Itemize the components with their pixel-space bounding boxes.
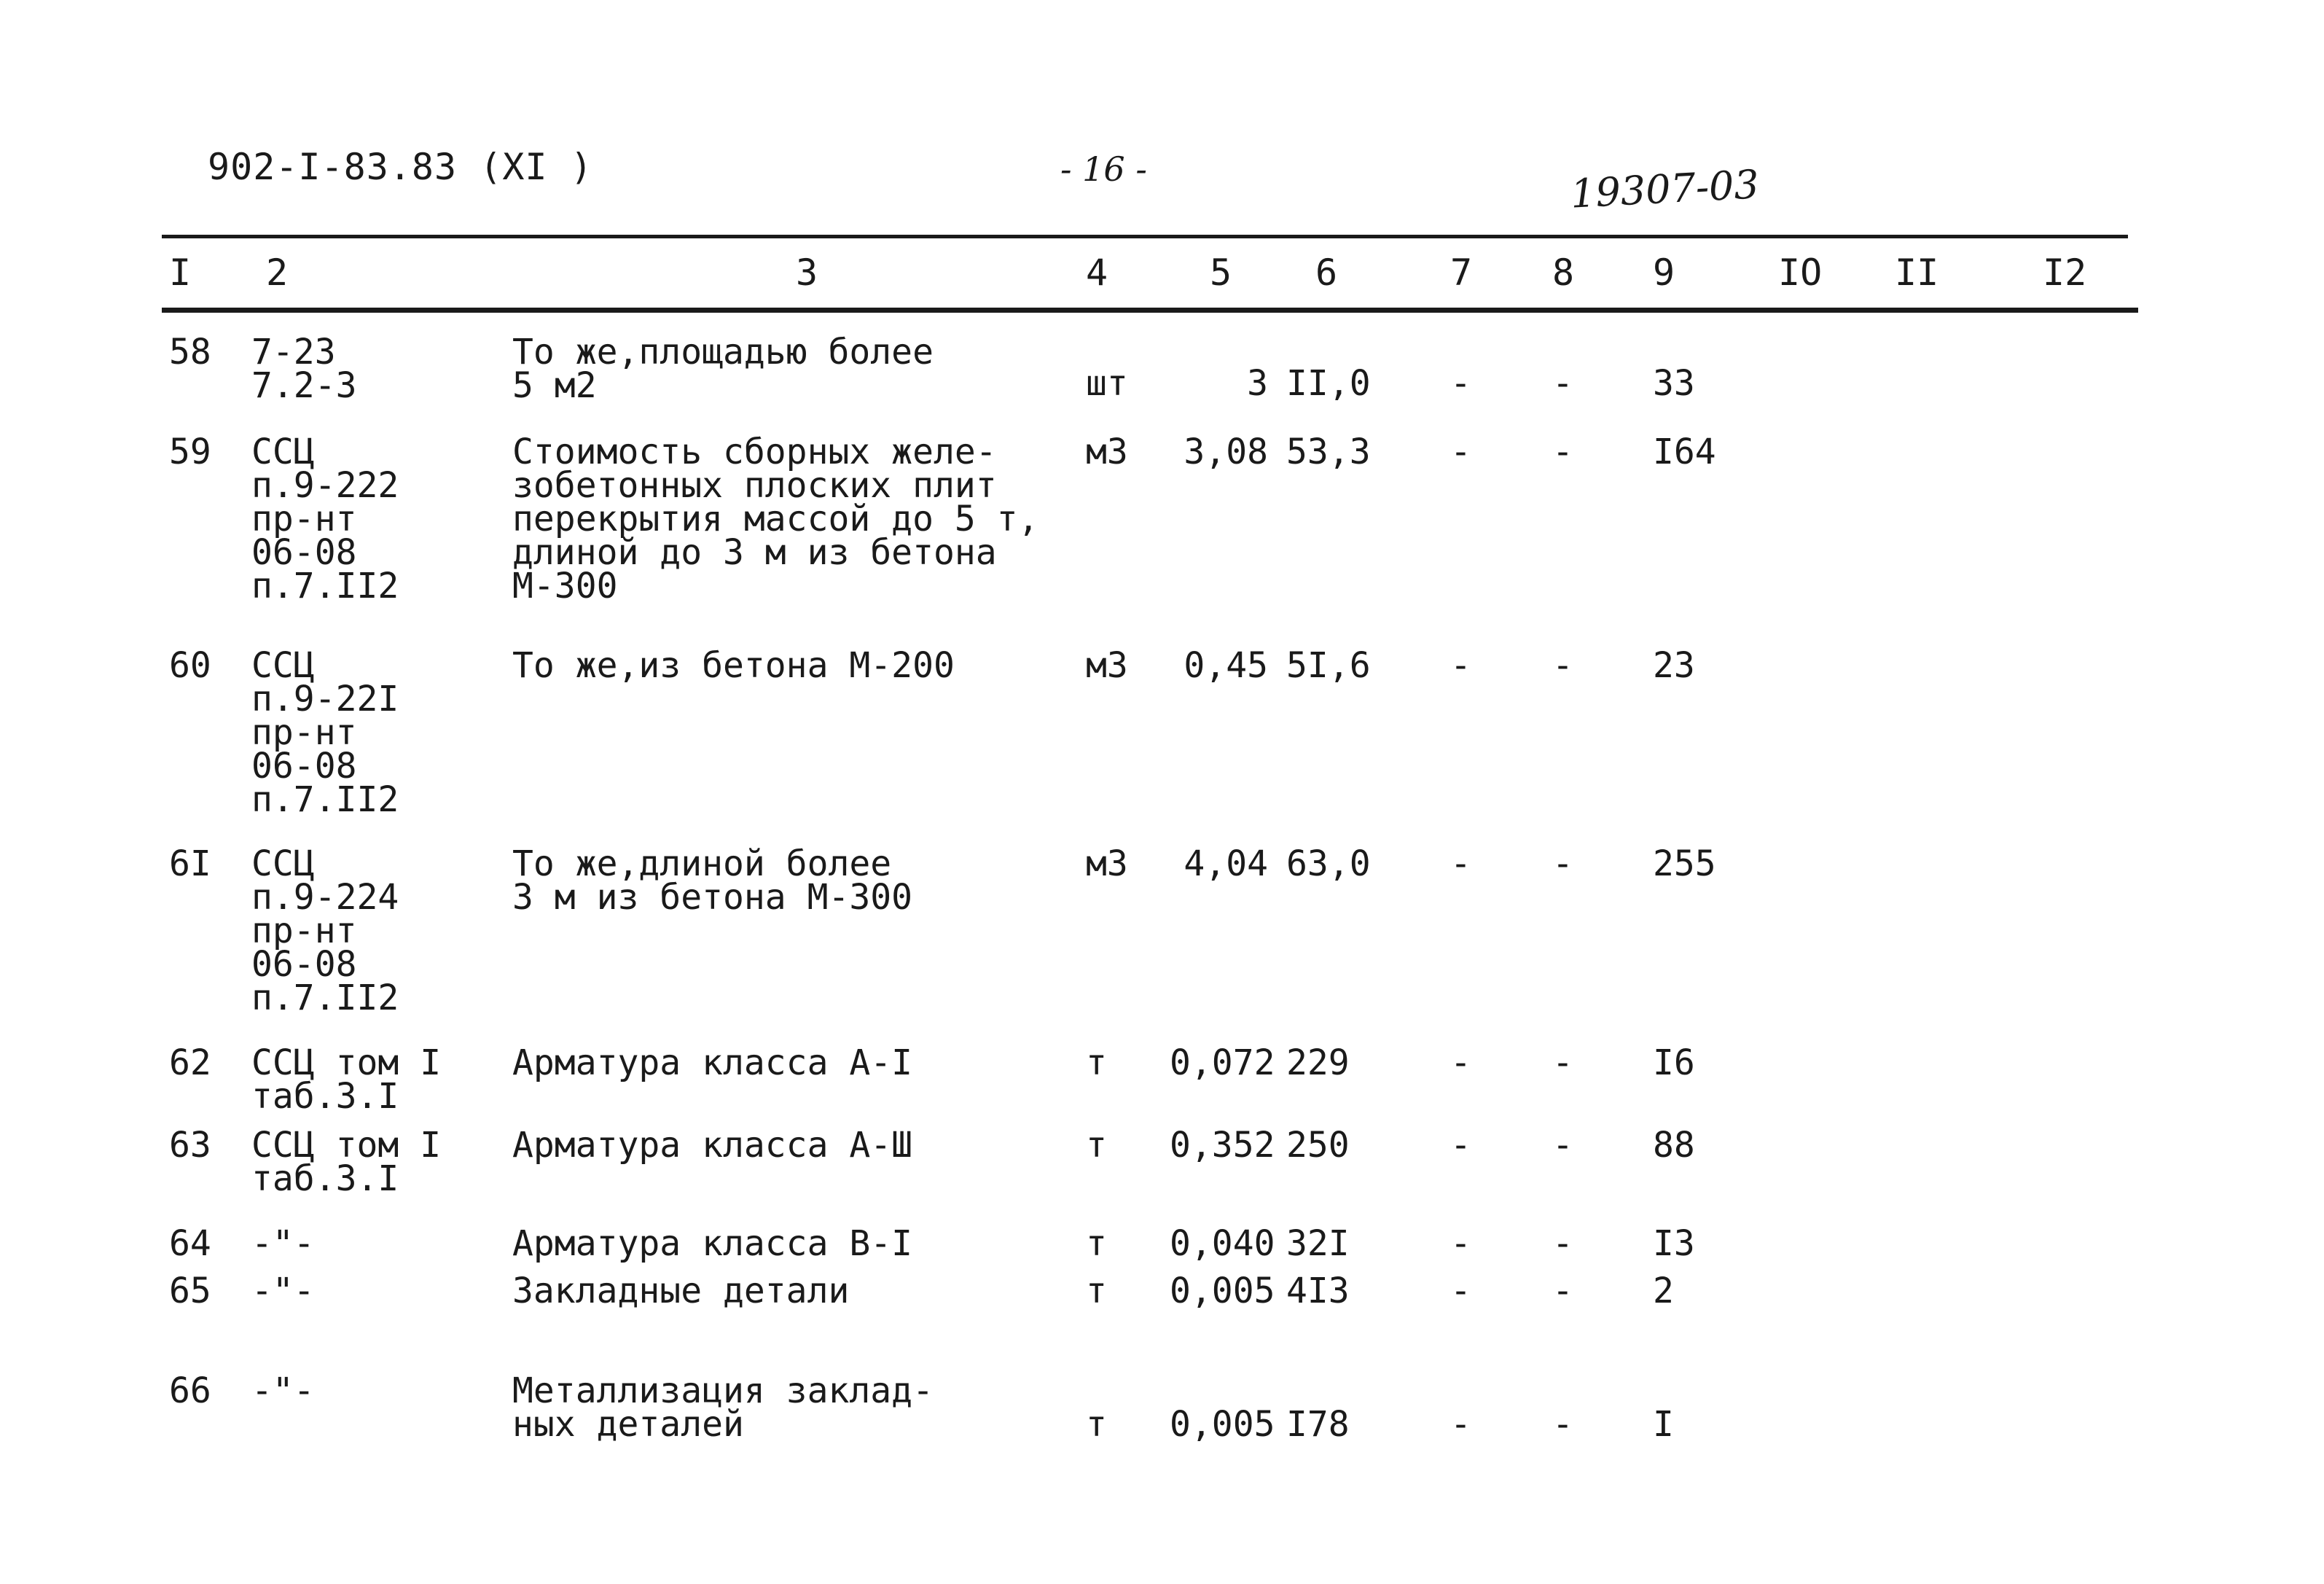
work-description: Металлизация заклад- ных деталей <box>512 1370 934 1445</box>
total-cost: I64 <box>1653 432 1716 472</box>
unit-price: 53,3 <box>1286 432 1371 472</box>
unit-price: 63,0 <box>1286 843 1371 884</box>
column-7-value: - <box>1450 1125 1471 1166</box>
unit-price: 229 <box>1286 1042 1350 1083</box>
work-description: То же,длиной более 3 м из бетона М-300 <box>512 843 913 918</box>
row-number: 59 <box>169 432 211 472</box>
unit-price: II,0 <box>1286 363 1371 404</box>
unit: м3 <box>1086 843 1128 884</box>
total-cost: I6 <box>1653 1042 1695 1083</box>
page-number: - 16 - <box>1060 149 1147 189</box>
table-top-rule <box>162 235 2128 238</box>
column-8-value: - <box>1552 843 1573 884</box>
column-number-7: 7 <box>1450 251 1473 294</box>
column-7-value: - <box>1450 432 1471 472</box>
quantity: 0,352 <box>1170 1125 1275 1166</box>
column-number-2: 2 <box>266 251 289 294</box>
row-number: 66 <box>169 1370 211 1411</box>
work-description: Закладные детали <box>512 1271 850 1311</box>
quantity: 0,040 <box>1170 1223 1275 1264</box>
price-reference: ССЦ п.9-22I пр-нт 06-08 п.7.II2 <box>251 645 399 820</box>
column-7-value: - <box>1450 1271 1471 1311</box>
work-description: То же,из бетона М-200 <box>512 645 955 686</box>
quantity: 0,45 <box>1183 645 1268 686</box>
price-reference: ССЦ п.9-224 пр-нт 06-08 п.7.II2 <box>251 843 399 1018</box>
unit: т <box>1086 1042 1107 1083</box>
total-cost: 33 <box>1653 363 1695 404</box>
column-7-value: - <box>1450 363 1471 404</box>
unit: м3 <box>1086 645 1128 686</box>
total-cost: I <box>1653 1404 1674 1445</box>
column-number-4: 4 <box>1086 251 1108 294</box>
row-number: 64 <box>169 1223 211 1264</box>
row-number: 62 <box>169 1042 211 1083</box>
column-7-value: - <box>1450 645 1471 686</box>
price-reference: -"- <box>251 1223 315 1264</box>
price-reference: ССЦ том I таб.3.I <box>251 1042 442 1117</box>
row-number: 58 <box>169 332 211 372</box>
quantity: 0,072 <box>1170 1042 1275 1083</box>
price-reference: -"- <box>251 1271 315 1311</box>
column-8-value: - <box>1552 1223 1573 1264</box>
column-7-value: - <box>1450 843 1471 884</box>
table-header-rule <box>162 308 2138 313</box>
unit: т <box>1086 1271 1107 1311</box>
quantity: 0,005 <box>1170 1404 1275 1445</box>
price-reference: ССЦ том I таб.3.I <box>251 1125 442 1199</box>
column-8-value: - <box>1552 432 1573 472</box>
work-description: То же,площадью более 5 м2 <box>512 332 934 406</box>
column-number-10: IO <box>1778 251 1823 294</box>
column-number-5: 5 <box>1210 251 1232 294</box>
work-description: Арматура класса В-I <box>512 1223 913 1264</box>
column-8-value: - <box>1552 363 1573 404</box>
total-cost: I3 <box>1653 1223 1695 1264</box>
work-description: Стоимость сборных желе- зобетонных плоских плит перекрытия массой до 5 т, длиной до 3 м из бетона М-300 <box>512 432 1039 606</box>
column-7-value: - <box>1450 1404 1471 1445</box>
price-reference: ССЦ п.9-222 пр-нт 06-08 п.7.II2 <box>251 432 399 606</box>
unit-price: 4I3 <box>1286 1271 1350 1311</box>
work-description: Арматура класса А-Ш <box>512 1125 913 1166</box>
column-number-9: 9 <box>1653 251 1675 294</box>
row-number: 63 <box>169 1125 211 1166</box>
quantity: 0,005 <box>1170 1271 1275 1311</box>
row-number: 6I <box>169 843 211 884</box>
row-number: 65 <box>169 1271 211 1311</box>
column-8-value: - <box>1552 1271 1573 1311</box>
price-reference: 7-23 7.2-3 <box>251 332 357 406</box>
column-8-value: - <box>1552 1125 1573 1166</box>
unit: м3 <box>1086 432 1128 472</box>
column-number-8: 8 <box>1552 251 1575 294</box>
quantity: 3 <box>1247 363 1268 404</box>
unit-price: 32I <box>1286 1223 1350 1264</box>
total-cost: 255 <box>1653 843 1716 884</box>
unit-price: 250 <box>1286 1125 1350 1166</box>
unit: шт <box>1086 363 1128 404</box>
quantity: 3,08 <box>1183 432 1268 472</box>
column-7-value: - <box>1450 1042 1471 1083</box>
price-reference: -"- <box>251 1370 315 1411</box>
column-7-value: - <box>1450 1223 1471 1264</box>
column-number-6: 6 <box>1315 251 1338 294</box>
work-description: Арматура класса А-I <box>512 1042 913 1083</box>
total-cost: 23 <box>1653 645 1695 686</box>
column-8-value: - <box>1552 1404 1573 1445</box>
unit: т <box>1086 1125 1107 1166</box>
row-number: 60 <box>169 645 211 686</box>
unit: т <box>1086 1404 1107 1445</box>
inventory-number: 19307-03 <box>1569 161 1761 217</box>
column-number-3: 3 <box>796 251 818 294</box>
column-8-value: - <box>1552 645 1573 686</box>
total-cost: 2 <box>1653 1271 1674 1311</box>
column-number-11: II <box>1895 251 1939 294</box>
document-code: 902-I-83.83 (XI ) <box>208 146 593 188</box>
column-number-1: I <box>169 251 192 294</box>
quantity: 4,04 <box>1183 843 1268 884</box>
column-8-value: - <box>1552 1042 1573 1083</box>
column-number-12: I2 <box>2043 251 2087 294</box>
unit: т <box>1086 1223 1107 1264</box>
unit-price: 5I,6 <box>1286 645 1371 686</box>
unit-price: I78 <box>1286 1404 1350 1445</box>
total-cost: 88 <box>1653 1125 1695 1166</box>
